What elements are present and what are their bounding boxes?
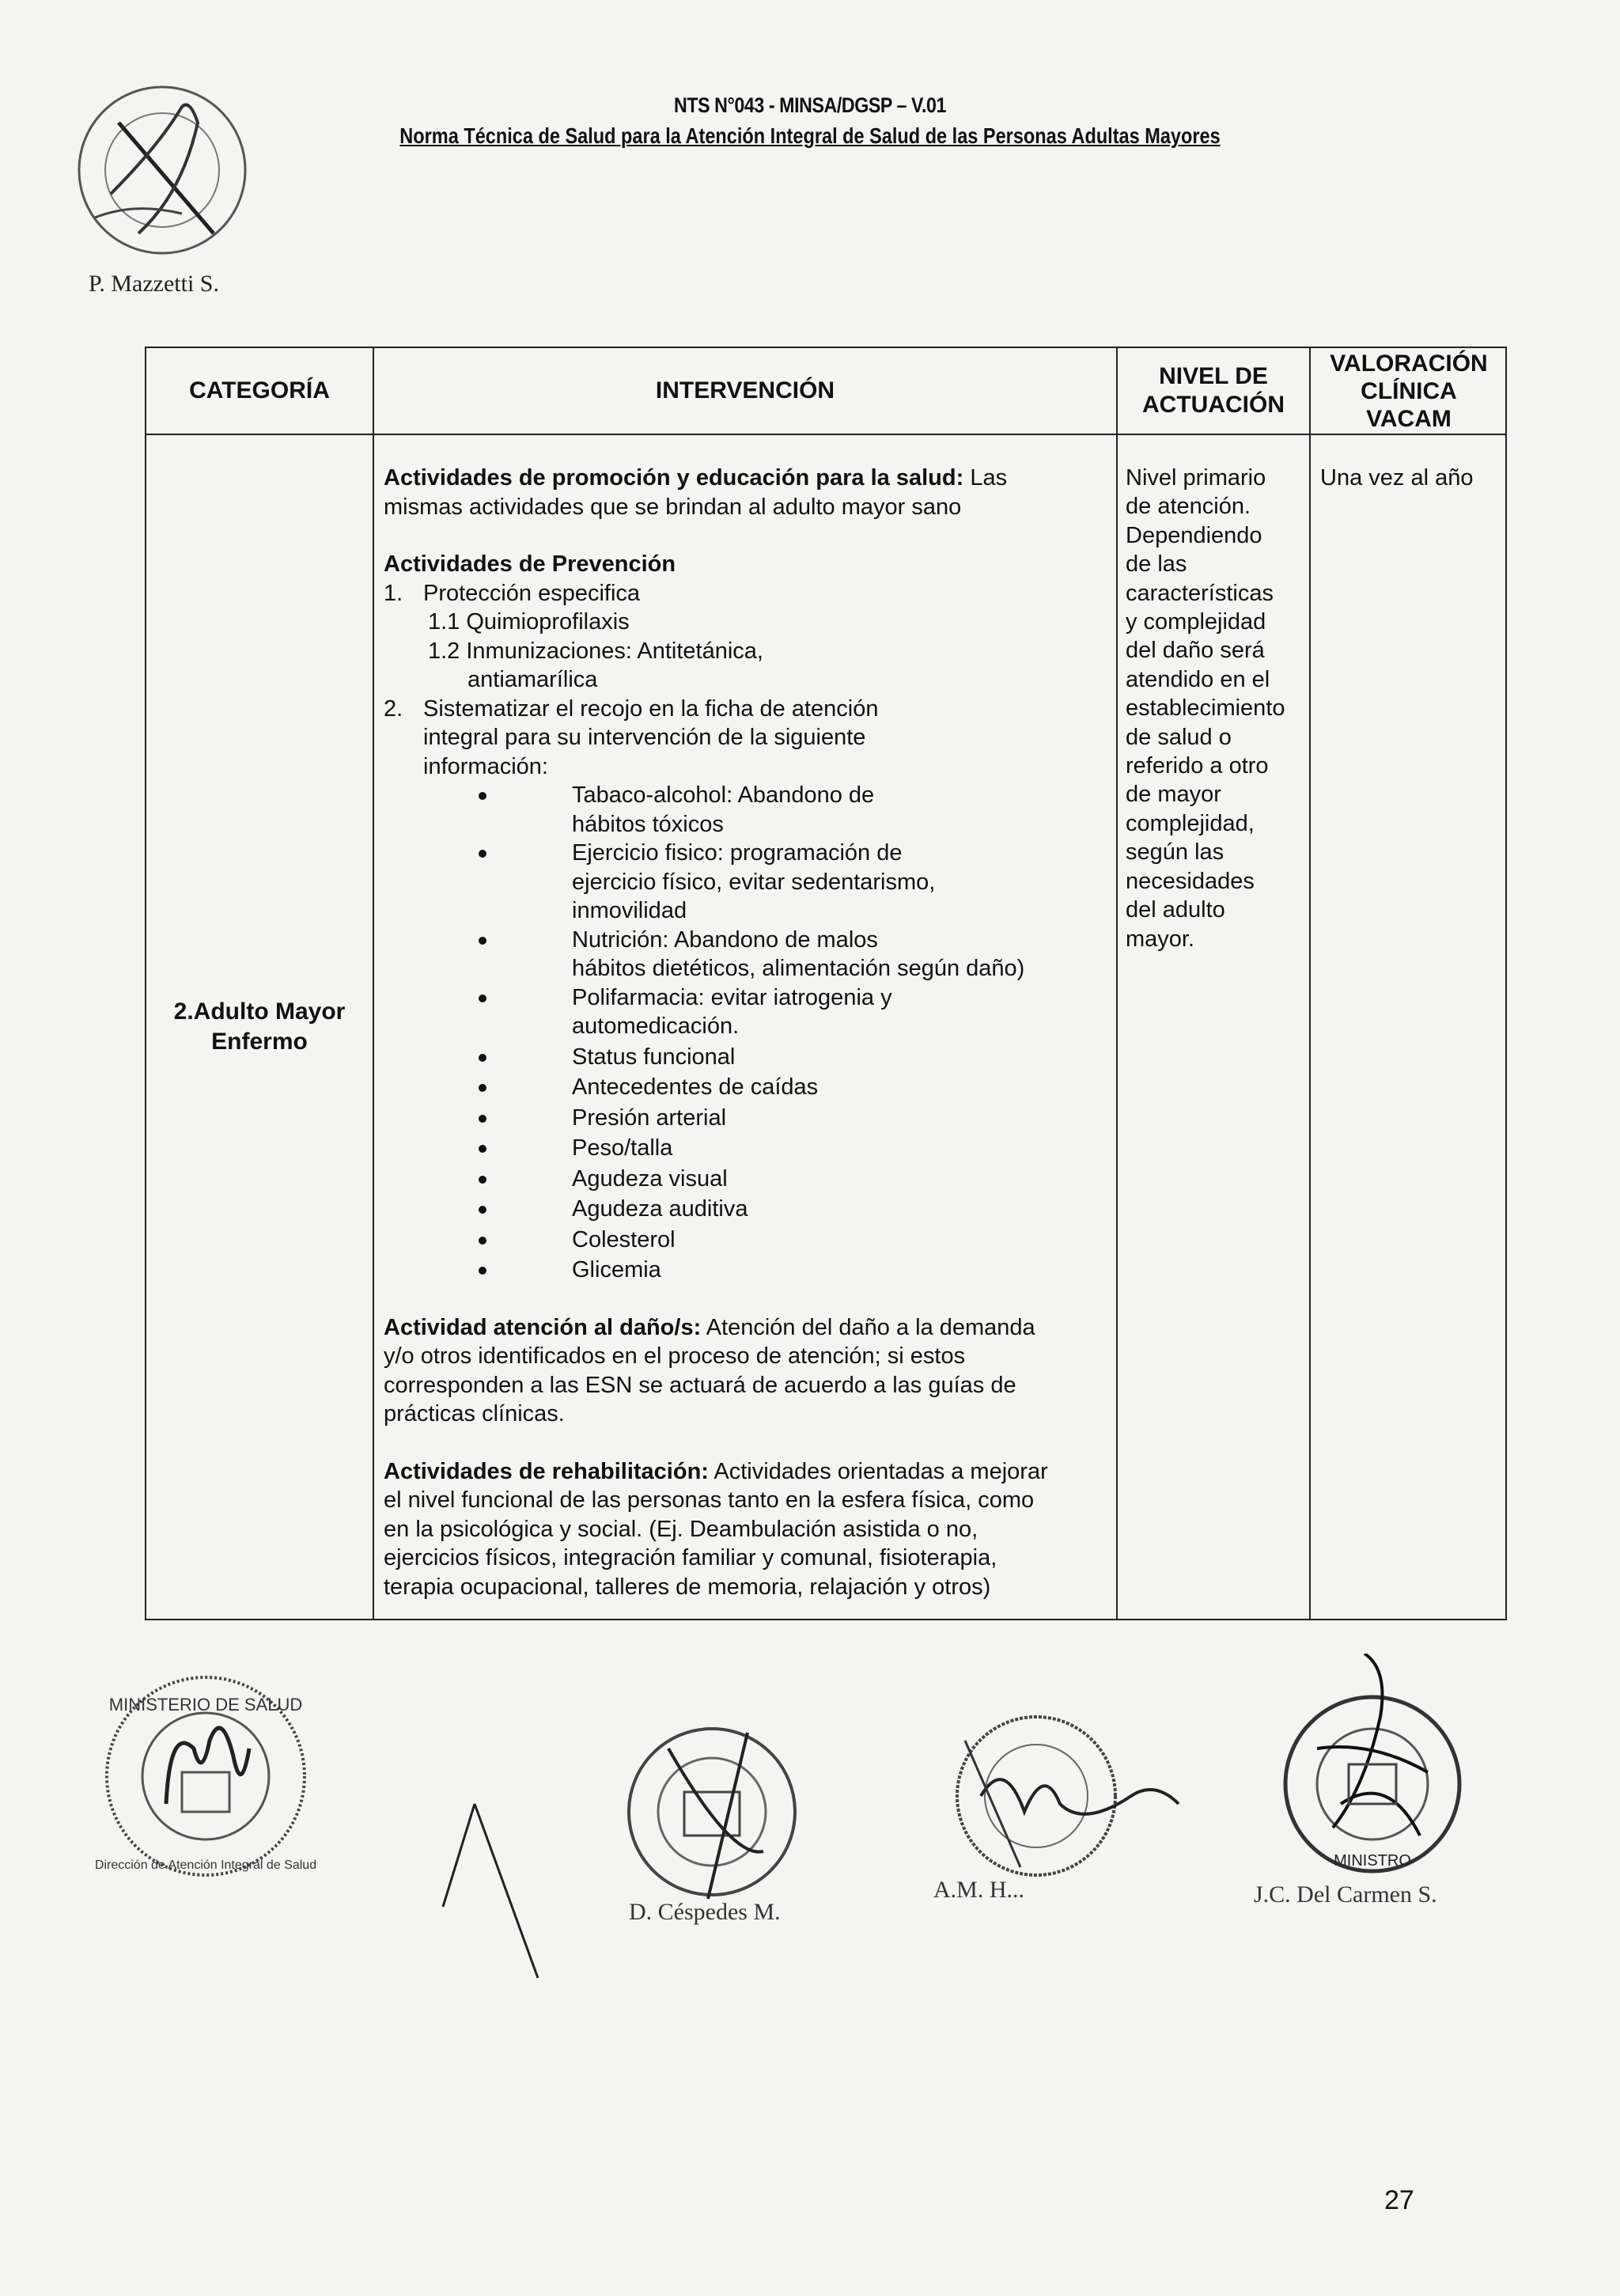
list-item: Presión arterial <box>479 1104 1111 1133</box>
category-cell: 2.Adulto Mayor Enfermo <box>173 998 346 1055</box>
header-valoracion: VALORACIÓN CLÍNICA VACAM <box>1330 350 1488 432</box>
signature-name-top-left: P. Mazzetti S. <box>89 271 219 297</box>
list-item: Antecedentes de caídas <box>479 1073 1111 1102</box>
header-nivel-actuacion: NIVEL DE ACTUACIÓN <box>1142 363 1285 418</box>
prevencion-title: Actividades de Prevención <box>384 551 676 577</box>
stamp-ministerio-right-center <box>949 1709 1187 1899</box>
stamp-ministro <box>1270 1654 1475 1891</box>
nivel-actuacion-cell: Nivel primario de atención. Dependiendo de las características y complejidad del daño será atendido en el establecimiento de salud o referido a otro de mayor complejidad, según las necesidades del adulto mayor. <box>1126 465 1285 952</box>
information-bullet-list <box>384 781 1111 1285</box>
prevencion-sub-2: 1.2 Inmunizaciones: Antitetánica, <box>428 638 763 664</box>
list-item: Nutrición: Abandono de malos hábitos dietéticos, alimentación según daño) <box>479 926 1111 983</box>
stamp-ministerio-de-salud-center <box>621 1717 803 1915</box>
svg-text:MINISTRO: MINISTRO <box>1334 1852 1411 1870</box>
list-item: Tabaco-alcohol: Abandono de hábitos tóxicos <box>479 781 1111 839</box>
list-item: Agudeza auditiva <box>479 1195 1111 1224</box>
page-number: 27 <box>1384 2185 1414 2215</box>
promocion-paragraph: Actividades de promoción y educación para la salud: Las mismas actividades que se brindan al adulto mayor sano <box>384 465 1008 520</box>
svg-text:Dirección de Atención Integral: Dirección de Atención Integral de Salud <box>94 1858 317 1872</box>
document-code: NTS N°043 - MINSA/DGSP – V.01 <box>674 93 946 117</box>
signature-name-cespedes: D. Céspedes M. <box>629 1899 781 1925</box>
prevencion-sub-1: 1.1 Quimioprofilaxis <box>428 609 630 635</box>
list-item: Ejercicio fisico: programación de ejercicio físico, evitar sedentarismo, inmovilidad <box>479 839 1111 926</box>
signature-mark <box>427 1756 554 1994</box>
list-item: Glicemia <box>479 1256 1111 1285</box>
rehabilitacion-paragraph: Actividades de rehabilitación: Actividades orientadas a mejorar el nivel funcional de las personas tanto en la esfera física, como en la psicológica y social. (Ej. Deambulación asistida o no, ejercicios físicos, integración familiar y comunal, fisioterapia, terapia ocupacional, talleres de memoria, relajación y otros) <box>384 1458 1048 1600</box>
list-item: Agudeza visual <box>479 1165 1111 1194</box>
intervention-cell: Actividades de promoción y educación para la salud: Las mismas actividades que se brindan al adulto mayor sano Actividades de Prevención 1. Protección especifica 1.1 Quimioprofilaxis 1.2 Inmunizaciones: Antitetánica, antiamarílica 2. Sistematizar el recojo en la ficha de atención integral para su intervención de la siguiente información: Tabaco-alcohol: Abandono de hábitos tóxicos Ejercicio fisico: programación de ejercicio físico, evitar sedentarismo, inmovilidad Nutrición: Abandono de malos hábitos dietéticos, alimentación según daño) Polifarmacia: evitar iatrogenia y automedicación. Status funcional Antecedentes de caídas Presión arterial Peso/talla Agudeza visual Agudeza auditiva Colesterol Glicemia Actividad atención al daño/s: Atención del daño a la demanda y/o otros identificados en el proceso de atención; si estos corresponden a las ESN se actuará de acuerdo a las guías de prácticas clínicas. Actividades de rehabilitación: Actividades orientadas a mejorar el nivel funcional de las personas tanto en la esfera física, como en la psicológica y social. (Ej. Deambulación asistida o no, ejercicios físicos, integración familiar y comunal, fisioterapia, terapia ocupacional, talleres de memoria, relajación y otros) <box>384 464 1111 1601</box>
list-item: Status funcional <box>479 1043 1111 1072</box>
stamp-direccion-atencion-integral <box>91 1661 320 1891</box>
header-intervencion: INTERVENCIÓN <box>655 377 835 404</box>
dano-paragraph: Actividad atención al daño/s: Atención del daño a la demanda y/o otros identificados en el proceso de atención; si estos corresponden a las ESN se actuará de acuerdo a las guías de prácticas clínicas. <box>384 1314 1035 1426</box>
list-item: Colesterol <box>479 1226 1111 1255</box>
svg-text:MINISTERIO DE SALUD: MINISTERIO DE SALUD <box>108 1695 303 1714</box>
valoracion-cell: Una vez al año <box>1320 465 1474 491</box>
signature-name-am: A.M. H... <box>933 1877 1025 1903</box>
list-item: Peso/talla <box>479 1134 1111 1163</box>
prevencion-item-1: 1. Protección especifica <box>384 580 641 606</box>
ministry-stamp-top-left <box>63 75 257 285</box>
prevencion-item-2: 2. Sistematizar el recojo en la ficha de atención integral para su intervención de la siguiente información: <box>384 695 879 779</box>
intervention-table <box>145 347 1507 1620</box>
signature-name-del-carmen: J.C. Del Carmen S. <box>1254 1881 1437 1908</box>
document-title: Norma Técnica de Salud para la Atención Integral de Salud de las Personas Adultas Mayores <box>399 123 1221 148</box>
header-categoria: CATEGORÍA <box>189 377 330 404</box>
list-item: Polifarmacia: evitar iatrogenia y automedicación. <box>479 983 1111 1041</box>
